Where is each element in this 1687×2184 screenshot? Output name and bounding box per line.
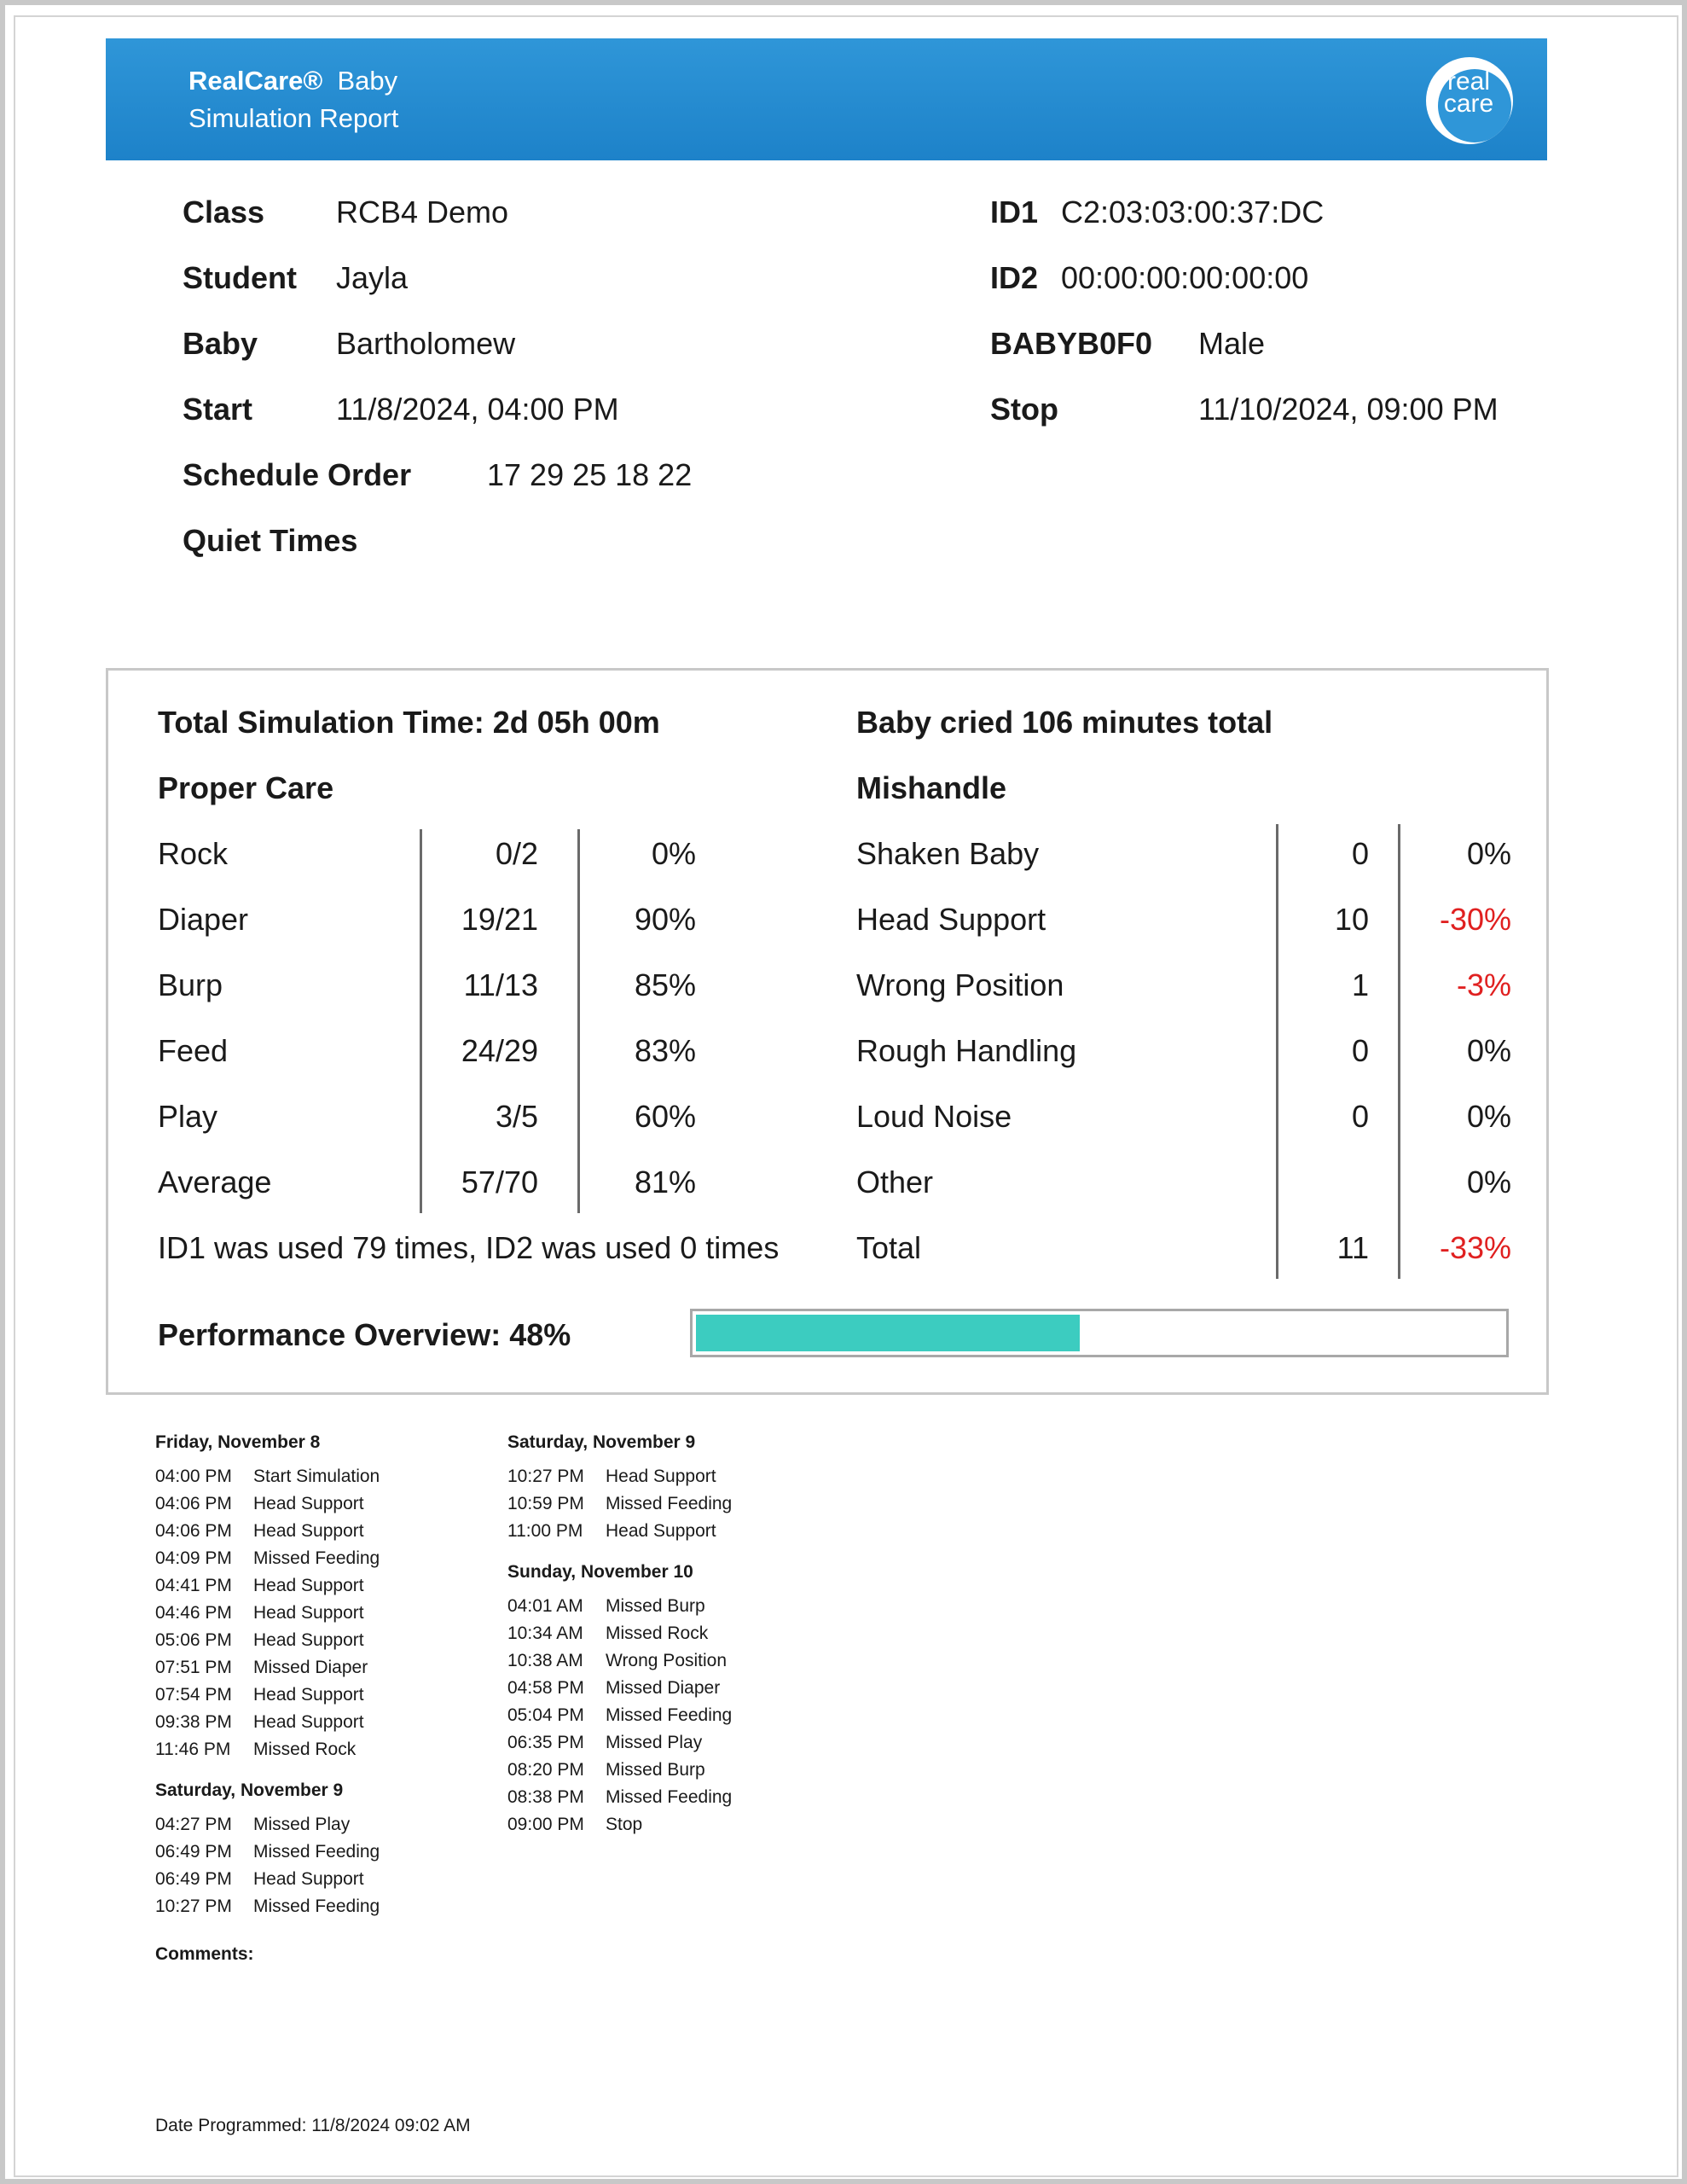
mishandle-count: 0 <box>1351 1033 1369 1068</box>
log-time: 07:54 PM <box>155 1685 232 1705</box>
mishandle-count: 11 <box>1336 1230 1369 1265</box>
id-usage-note: ID1 was used 79 times, ID2 was used 0 times <box>158 1230 780 1265</box>
id1-value: C2:03:03:00:37:DC <box>1061 195 1325 229</box>
id2-value: 00:00:00:00:00:00 <box>1061 260 1309 295</box>
mishandle-label: Total <box>856 1230 922 1265</box>
log-time: 05:06 PM <box>155 1630 232 1650</box>
brand-suffix: Baby <box>337 66 398 96</box>
comments-label: Comments: <box>155 1944 254 1964</box>
log-entry <box>507 1757 732 1784</box>
log-day-group <box>507 1559 732 1838</box>
id2-label: ID2 <box>990 260 1039 295</box>
log-entry <box>507 1620 732 1647</box>
log-time: 06:35 PM <box>507 1733 584 1752</box>
log-entry <box>155 1682 380 1709</box>
care-percent: 85% <box>634 967 696 1002</box>
log-event: Missed Feeding <box>606 1705 733 1725</box>
log-day-heading: Sunday, November 10 <box>507 1562 693 1582</box>
mishandle-divider-2 <box>1398 824 1400 1279</box>
stop-label: Stop <box>990 392 1058 427</box>
baby-cried-total: Baby cried 106 minutes total <box>856 705 1273 740</box>
schedule-order-label: Schedule Order <box>183 457 412 492</box>
log-time: 06:49 PM <box>155 1842 232 1862</box>
log-event: Head Support <box>253 1685 364 1705</box>
care-label: Rock <box>158 836 229 871</box>
log-event: Stop <box>606 1815 643 1834</box>
log-time: 04:41 PM <box>155 1576 232 1595</box>
log-entry <box>155 1709 380 1736</box>
log-day-heading: Saturday, November 9 <box>155 1780 344 1800</box>
log-entry <box>155 1736 380 1763</box>
log-event: Missed Rock <box>606 1623 709 1643</box>
log-entry <box>155 1490 380 1518</box>
log-event: Head Support <box>253 1494 364 1513</box>
care-percent: 60% <box>634 1099 696 1134</box>
log-event: Missed Feeding <box>606 1787 733 1807</box>
log-event: Head Support <box>606 1467 716 1486</box>
log-event: Missed Play <box>253 1815 351 1834</box>
care-label: Feed <box>158 1033 229 1068</box>
mishandle-count: 0 <box>1351 1099 1369 1134</box>
log-entry <box>155 1518 380 1545</box>
log-time: 10:27 PM <box>155 1896 232 1916</box>
proper-care-divider-1 <box>420 829 422 1213</box>
mishandle-percent: 0% <box>1466 1165 1511 1199</box>
log-event: Missed Feeding <box>253 1896 380 1916</box>
log-time: 04:46 PM <box>155 1603 232 1623</box>
babyb-label: BABYB0F0 <box>990 326 1153 361</box>
log-entry <box>155 1600 380 1627</box>
log-event: Wrong Position <box>606 1651 728 1670</box>
mishandle-label: Loud Noise <box>856 1099 1012 1134</box>
log-entry <box>155 1627 380 1654</box>
performance-overview-label: Performance Overview: 48% <box>158 1317 571 1352</box>
log-event: Start Simulation <box>253 1467 380 1486</box>
log-event: Missed Burp <box>606 1596 705 1616</box>
log-time: 05:04 PM <box>507 1705 584 1725</box>
mishandle-percent: -30% <box>1439 902 1511 937</box>
start-value: 11/8/2024, 04:00 PM <box>336 392 619 427</box>
report-subtitle: Simulation Report <box>188 103 399 133</box>
log-entry <box>155 1811 380 1838</box>
log-time: 04:06 PM <box>155 1494 232 1513</box>
log-entry <box>155 1545 380 1572</box>
log-event: Missed Play <box>606 1733 703 1752</box>
mishandle-label: Head Support <box>856 902 1046 937</box>
log-time: 04:00 PM <box>155 1467 232 1486</box>
summary-box <box>106 668 1549 1395</box>
class-label: Class <box>183 195 265 229</box>
log-event: Missed Feeding <box>606 1494 733 1513</box>
log-event: Head Support <box>253 1712 364 1732</box>
mishandle-percent: 0% <box>1466 1099 1511 1134</box>
mishandle-label: Rough Handling <box>856 1033 1077 1068</box>
stop-value: 11/10/2024, 09:00 PM <box>1198 392 1499 427</box>
log-entry <box>507 1490 732 1518</box>
baby-label: Baby <box>183 326 258 361</box>
log-event: Head Support <box>253 1576 364 1595</box>
care-count: 3/5 <box>495 1099 538 1134</box>
log-entry <box>155 1654 380 1682</box>
event-log-column-2 <box>507 1429 732 1838</box>
log-entry <box>507 1518 732 1545</box>
log-entry <box>507 1702 732 1729</box>
log-time: 11:46 PM <box>155 1740 231 1759</box>
mishandle-percent: -33% <box>1439 1230 1511 1265</box>
care-label: Diaper <box>158 902 249 937</box>
log-time: 04:09 PM <box>155 1548 232 1568</box>
log-time: 11:00 PM <box>507 1521 583 1541</box>
log-event: Head Support <box>606 1521 716 1541</box>
care-count: 11/13 <box>463 967 538 1002</box>
log-entry <box>507 1593 732 1620</box>
care-label: Average <box>158 1165 272 1199</box>
log-entry <box>507 1729 732 1757</box>
student-value: Jayla <box>336 260 409 295</box>
log-entry <box>155 1893 380 1920</box>
realcare-logo-icon <box>1426 57 1513 144</box>
log-time: 04:01 AM <box>507 1596 583 1616</box>
log-day-group <box>155 1429 380 1763</box>
class-value: RCB4 Demo <box>336 195 509 229</box>
brand-name: RealCare® <box>188 66 323 96</box>
proper-care-divider-2 <box>577 829 580 1213</box>
mishandle-title: Mishandle <box>856 770 1007 805</box>
performance-progress-fill <box>696 1315 1080 1351</box>
care-percent: 83% <box>634 1033 696 1068</box>
event-log-column-1 <box>155 1429 380 1920</box>
log-entry <box>507 1647 732 1675</box>
log-event: Missed Feeding <box>253 1548 380 1568</box>
log-time: 06:49 PM <box>155 1869 232 1889</box>
log-event: Missed Diaper <box>253 1658 368 1677</box>
student-label: Student <box>183 260 297 295</box>
log-event: Head Support <box>253 1521 364 1541</box>
mishandle-count: 0 <box>1351 836 1369 871</box>
mishandle-label: Other <box>856 1165 934 1199</box>
care-count: 24/29 <box>461 1033 538 1068</box>
care-percent: 90% <box>634 902 696 937</box>
logo-text: real care <box>1443 67 1494 118</box>
log-time: 10:27 PM <box>507 1467 584 1486</box>
mishandle-percent: 0% <box>1466 1033 1511 1068</box>
log-time: 09:00 PM <box>507 1815 584 1834</box>
care-label: Play <box>158 1099 218 1134</box>
log-event: Head Support <box>253 1630 364 1650</box>
log-time: 07:51 PM <box>155 1658 232 1677</box>
log-event: Head Support <box>253 1603 364 1623</box>
quiet-times-label: Quiet Times <box>183 523 358 558</box>
mishandle-count: 10 <box>1334 902 1369 937</box>
care-count: 0/2 <box>495 836 538 871</box>
mishandle-label: Shaken Baby <box>856 836 1040 871</box>
log-time: 10:38 AM <box>507 1651 583 1670</box>
care-count: 57/70 <box>461 1165 538 1199</box>
log-event: Missed Feeding <box>253 1842 380 1862</box>
care-percent: 0% <box>651 836 696 871</box>
care-percent: 81% <box>634 1165 696 1199</box>
log-entry <box>507 1784 732 1811</box>
log-time: 04:06 PM <box>155 1521 232 1541</box>
total-simulation-time: Total Simulation Time: 2d 05h 00m <box>158 705 660 740</box>
report-header <box>106 38 1547 160</box>
log-entry <box>155 1838 380 1866</box>
log-event: Missed Diaper <box>606 1678 721 1698</box>
start-label: Start <box>183 392 253 427</box>
proper-care-title: Proper Care <box>158 770 334 805</box>
log-day-group <box>155 1777 380 1920</box>
mishandle-count: 1 <box>1351 967 1369 1002</box>
log-event: Missed Rock <box>253 1740 357 1759</box>
log-time: 08:38 PM <box>507 1787 584 1807</box>
care-label: Burp <box>158 967 223 1002</box>
log-day-heading: Saturday, November 9 <box>507 1432 696 1452</box>
performance-progress-bar <box>690 1309 1509 1357</box>
date-programmed: Date Programmed: 11/8/2024 09:02 AM <box>155 2116 471 2135</box>
log-entry <box>155 1463 380 1490</box>
id1-label: ID1 <box>990 195 1039 229</box>
log-time: 04:27 PM <box>155 1815 232 1834</box>
care-count: 19/21 <box>461 902 538 937</box>
log-day-heading: Friday, November 8 <box>155 1432 321 1452</box>
log-entry <box>507 1675 732 1702</box>
babyb-value: Male <box>1198 326 1266 361</box>
baby-value: Bartholomew <box>336 326 516 361</box>
log-time: 10:34 AM <box>507 1623 583 1643</box>
log-event: Head Support <box>253 1869 364 1889</box>
log-entry <box>507 1463 732 1490</box>
log-day-group <box>507 1429 732 1545</box>
log-entry <box>155 1866 380 1893</box>
schedule-order-value: 17 29 25 18 22 <box>487 457 693 492</box>
log-time: 08:20 PM <box>507 1760 584 1780</box>
mishandle-percent: 0% <box>1466 836 1511 871</box>
log-time: 09:38 PM <box>155 1712 232 1732</box>
log-entry <box>155 1572 380 1600</box>
log-entry <box>507 1811 732 1838</box>
mishandle-percent: -3% <box>1456 967 1511 1002</box>
log-time: 04:58 PM <box>507 1678 584 1698</box>
mishandle-label: Wrong Position <box>856 967 1064 1002</box>
mishandle-divider-1 <box>1276 824 1278 1279</box>
log-time: 10:59 PM <box>507 1494 584 1513</box>
report-title <box>188 62 398 137</box>
log-event: Missed Burp <box>606 1760 705 1780</box>
